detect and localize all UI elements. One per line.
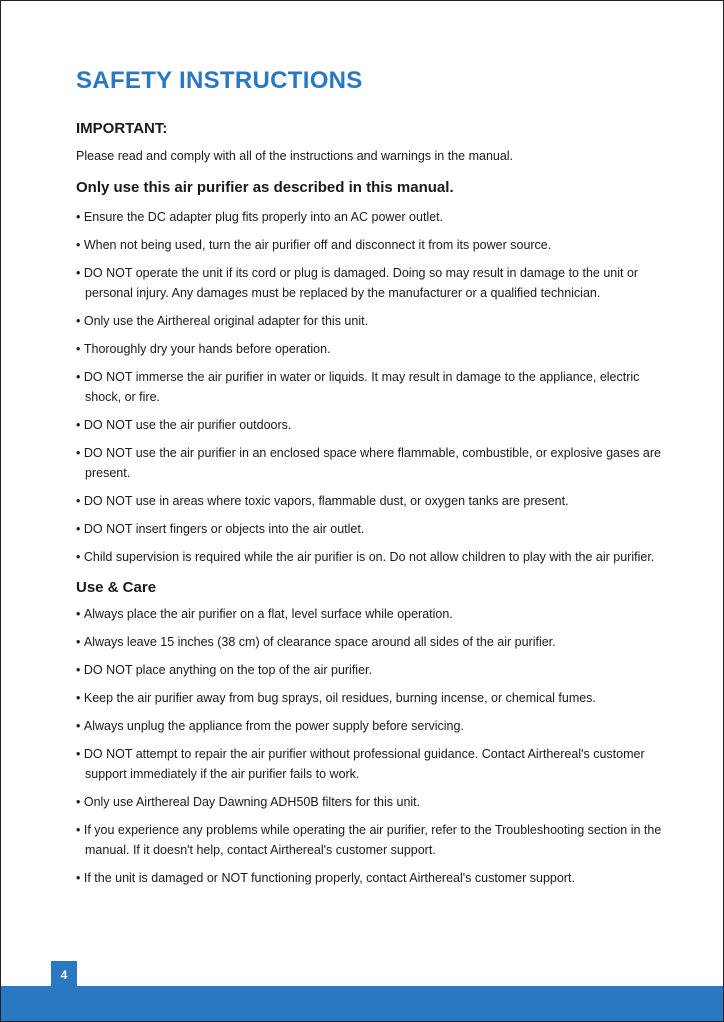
list-item: • DO NOT place anything on the top of the air purifier. bbox=[76, 660, 676, 680]
list-item: • DO NOT immerse the air purifier in water or liquids. It may result in damage to the appliance, electric shock, or fire. bbox=[76, 367, 676, 407]
list-item: • If the unit is damaged or NOT functioning properly, contact Airthereal's customer support. bbox=[76, 868, 676, 888]
page-title: SAFETY INSTRUCTIONS bbox=[76, 67, 363, 94]
list-item: • When not being used, turn the air purifier off and disconnect it from its power source. bbox=[76, 235, 676, 255]
list-item: • Ensure the DC adapter plug fits properly into an AC power outlet. bbox=[76, 207, 676, 227]
footer-bar bbox=[1, 986, 723, 1021]
list-item: • DO NOT use in areas where toxic vapors, flammable dust, or oxygen tanks are present. bbox=[76, 491, 676, 511]
usage-instructions-list bbox=[76, 207, 676, 567]
list-item: • Only use Airthereal Day Dawning ADH50B filters for this unit. bbox=[76, 792, 676, 812]
list-item: • Child supervision is required while the air purifier is on. Do not allow children to play with the air purifier. bbox=[76, 547, 676, 567]
list-item: • Only use the Airthereal original adapter for this unit. bbox=[76, 311, 676, 331]
list-item: • Always place the air purifier on a flat, level surface while operation. bbox=[76, 604, 676, 624]
use-care-list bbox=[76, 604, 676, 888]
list-item: • Always unplug the appliance from the power supply before servicing. bbox=[76, 716, 676, 736]
section-heading-usage: Only use this air purifier as described in this manual. bbox=[76, 179, 454, 196]
list-item: • Always leave 15 inches (38 cm) of clearance space around all sides of the air purifier. bbox=[76, 632, 676, 652]
section-heading-use-care: Use & Care bbox=[76, 579, 157, 596]
list-item: • DO NOT use the air purifier in an enclosed space where flammable, combustible, or explosive gases are present. bbox=[76, 443, 676, 483]
list-item: • DO NOT use the air purifier outdoors. bbox=[76, 415, 676, 435]
list-item: • Keep the air purifier away from bug sprays, oil residues, burning incense, or chemical fumes. bbox=[76, 688, 676, 708]
list-item: • DO NOT attempt to repair the air purifier without professional guidance. Contact Airthereal's customer support immediately if the air purifier fails to work. bbox=[76, 744, 676, 784]
list-item: • If you experience any problems while operating the air purifier, refer to the Troubleshooting section in the manual. If it doesn't help, contact Airthereal's customer support. bbox=[76, 820, 676, 860]
list-item: • Thoroughly dry your hands before operation. bbox=[76, 339, 676, 359]
important-label: IMPORTANT: bbox=[76, 120, 168, 137]
list-item: • DO NOT insert fingers or objects into the air outlet. bbox=[76, 519, 676, 539]
page-number: 4 bbox=[51, 961, 77, 988]
list-item: • DO NOT operate the unit if its cord or plug is damaged. Doing so may result in damage to the unit or personal injury. Any damages must be replaced by the manufacturer or a qualified technician. bbox=[76, 263, 676, 303]
intro-text: Please read and comply with all of the instructions and warnings in the manual. bbox=[76, 149, 514, 163]
